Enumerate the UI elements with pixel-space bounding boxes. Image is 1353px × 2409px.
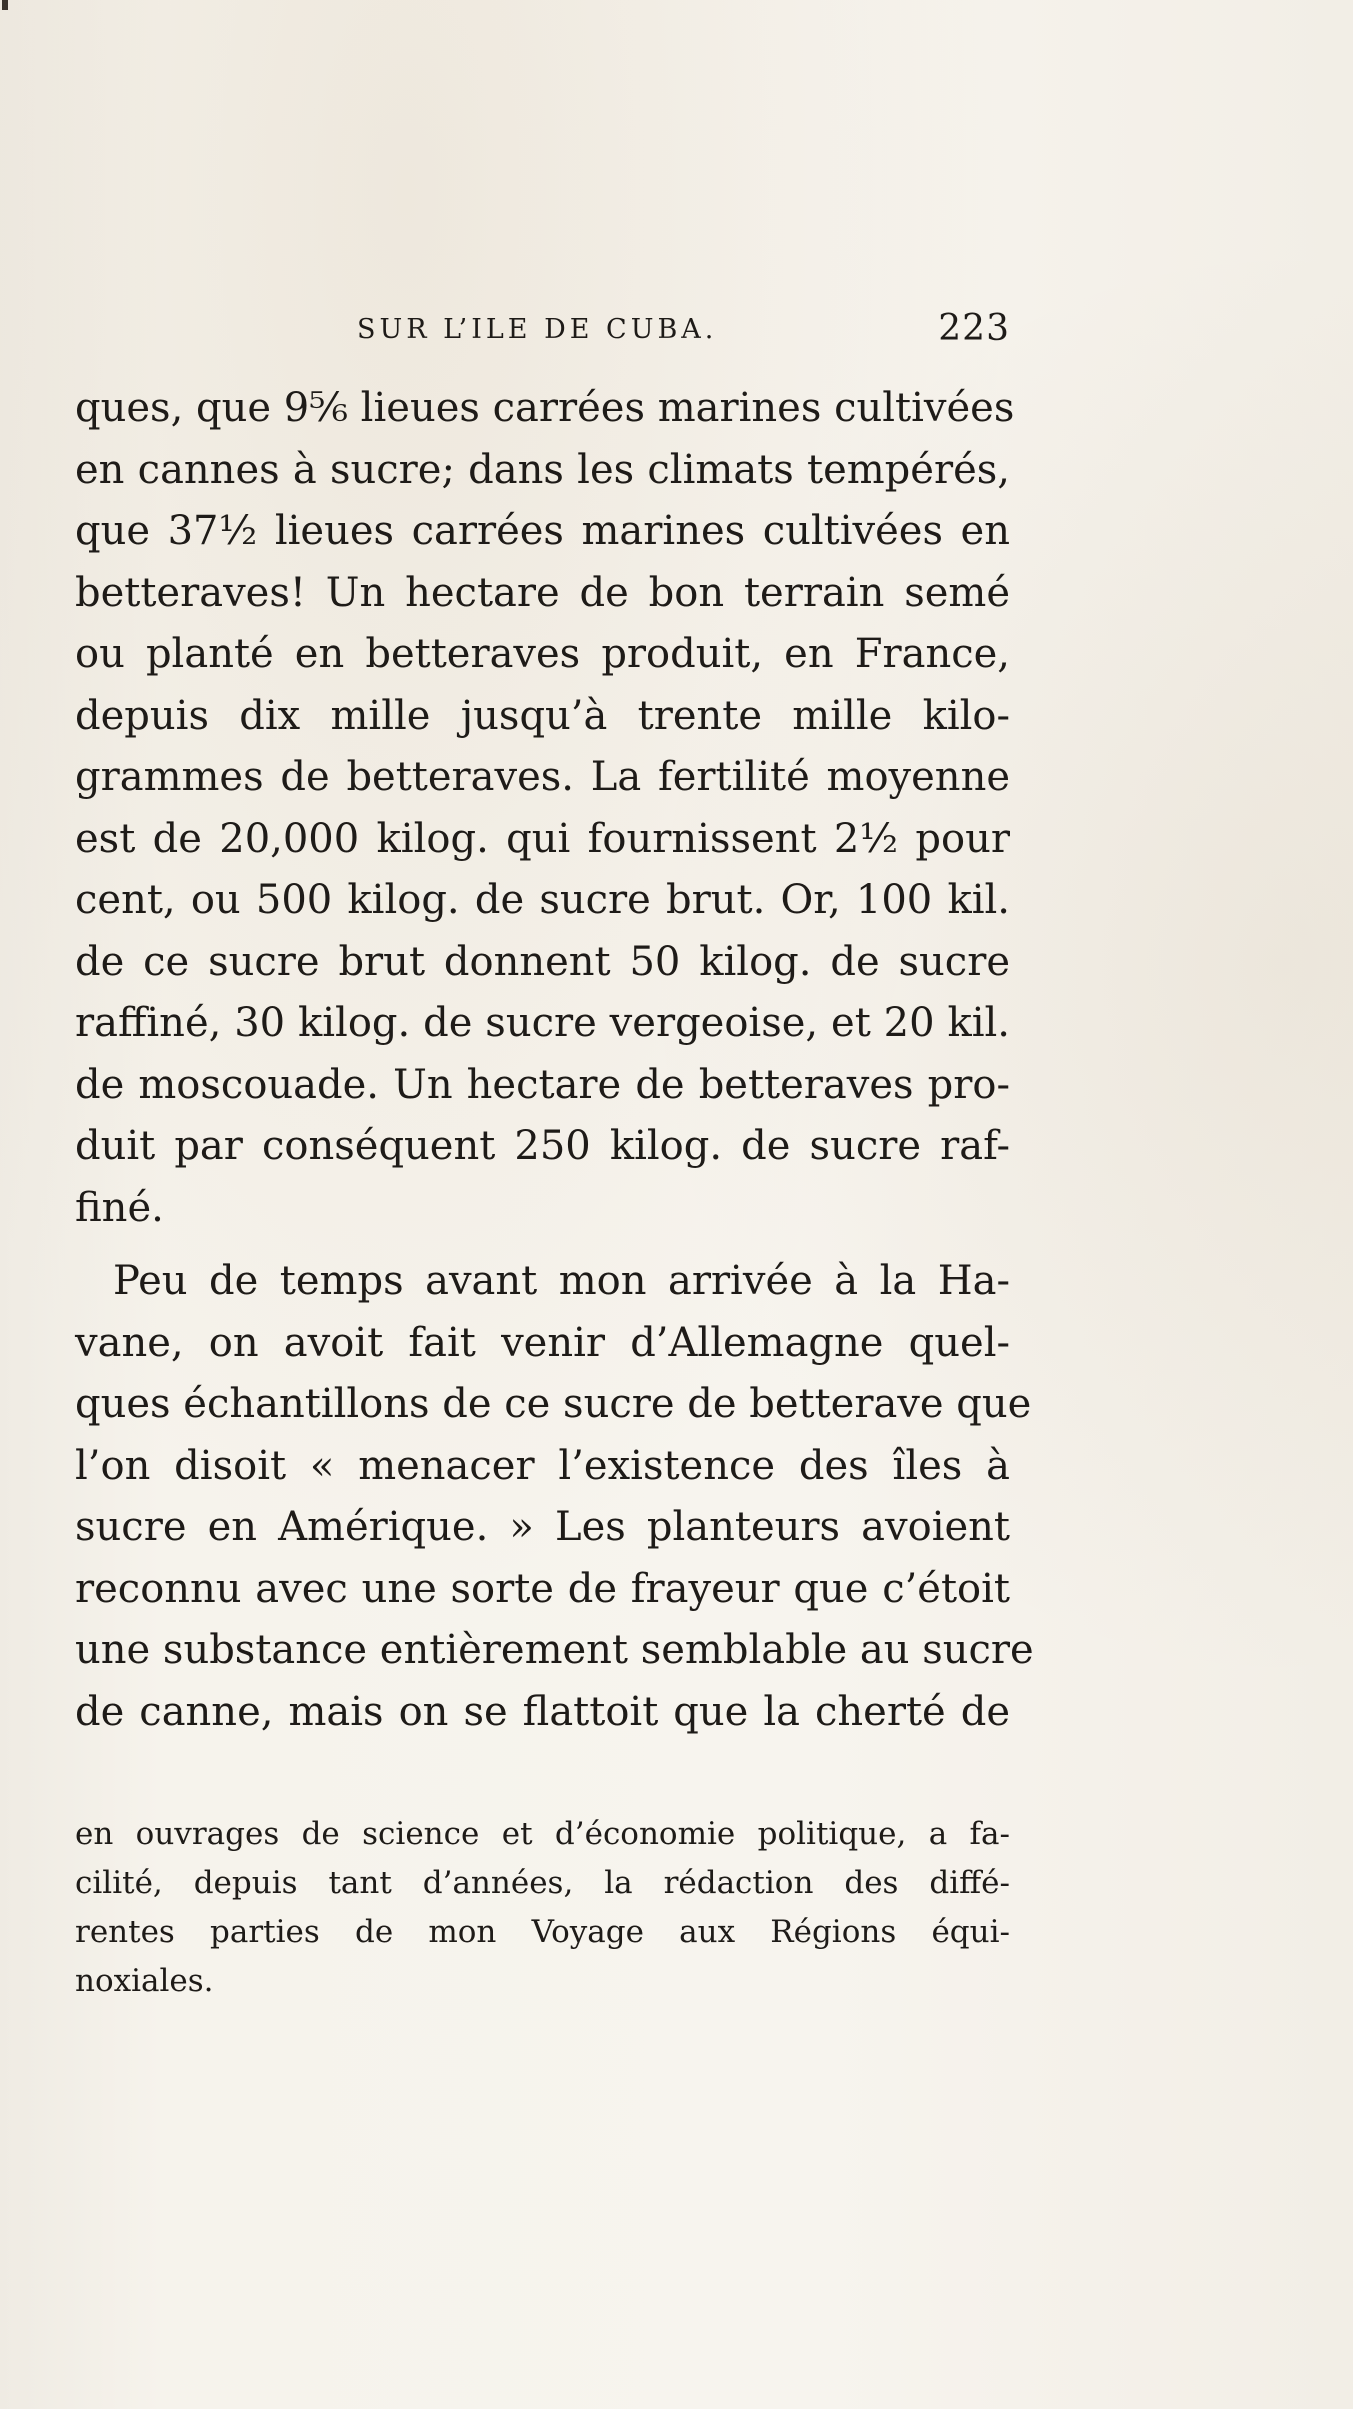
text-line: depuis dix mille jusqu’à trente mille kilo- (75, 692, 1010, 739)
text-line: reconnu avec une sorte de frayeur que c’étoit (75, 1565, 1010, 1612)
text-line: de moscouade. Un hectare de betteraves pro- (75, 1061, 1010, 1108)
text-line: une substance entièrement semblable au sucre (75, 1627, 1034, 1673)
text-line: duit par conséquent 250 kilog. de sucre raf- (75, 1123, 1010, 1169)
text-line: en cannes à sucre; dans les climats tempérés, (75, 446, 1010, 493)
text-line: est de 20,000 kilog. qui fournissent 2½ pour (75, 815, 1010, 862)
text-line: vane, on avoit fait venir d’Allemagne quel- (75, 1319, 1010, 1366)
text-line: ou planté en betteraves produit, en France, (75, 631, 1010, 677)
running-head (75, 308, 1010, 358)
footnote-line: rentes parties de mon Voyage aux Régions équi- (75, 1914, 1010, 1950)
text-line: de ce sucre brut donnent 50 kilog. de sucre (75, 938, 1010, 985)
main-text (75, 378, 1034, 1743)
text-line: betteraves! Un hectare de bon terrain semé (75, 569, 1010, 616)
page-number: 223 (938, 308, 1010, 349)
footnote-line: noxiales. (75, 1963, 214, 1999)
text-line: finé. (75, 1184, 164, 1231)
text-line: l’on disoit « menacer l’existence des îles à (75, 1442, 1010, 1489)
text-line: raffiné, 30 kilog. de sucre vergeoise, et 20 kil. (75, 1000, 1010, 1046)
text-line: que 37½ lieues carrées marines cultivées en (75, 508, 1010, 554)
ink-mark (2, 0, 8, 10)
text-line: cent, ou 500 kilog. de sucre brut. Or, 100 kil. (75, 877, 1010, 923)
footnote (75, 1810, 1010, 2006)
text-line: Peu de temps avant mon arrivée à la Ha- (113, 1258, 1010, 1304)
text-line: sucre en Amérique. » Les planteurs avoient (75, 1504, 1010, 1550)
running-title: SUR L’ILE DE CUBA. (357, 314, 718, 345)
footnote-line: cilité, depuis tant d’années, la rédaction des diffé- (75, 1865, 1010, 1901)
text-line: de canne, mais on se flattoit que la cherté de (75, 1688, 1010, 1735)
text-line: ques, que 9⅚ lieues carrées marines cultivées (75, 385, 1015, 431)
text-line: ques échantillons de ce sucre de betterave que (75, 1381, 1032, 1427)
paragraph-gap (75, 1239, 1010, 1251)
footnote-line: en ouvrages de science et d’économie politique, a fa- (75, 1816, 1010, 1852)
text-line: grammes de betteraves. La fertilité moyenne (75, 754, 1010, 800)
